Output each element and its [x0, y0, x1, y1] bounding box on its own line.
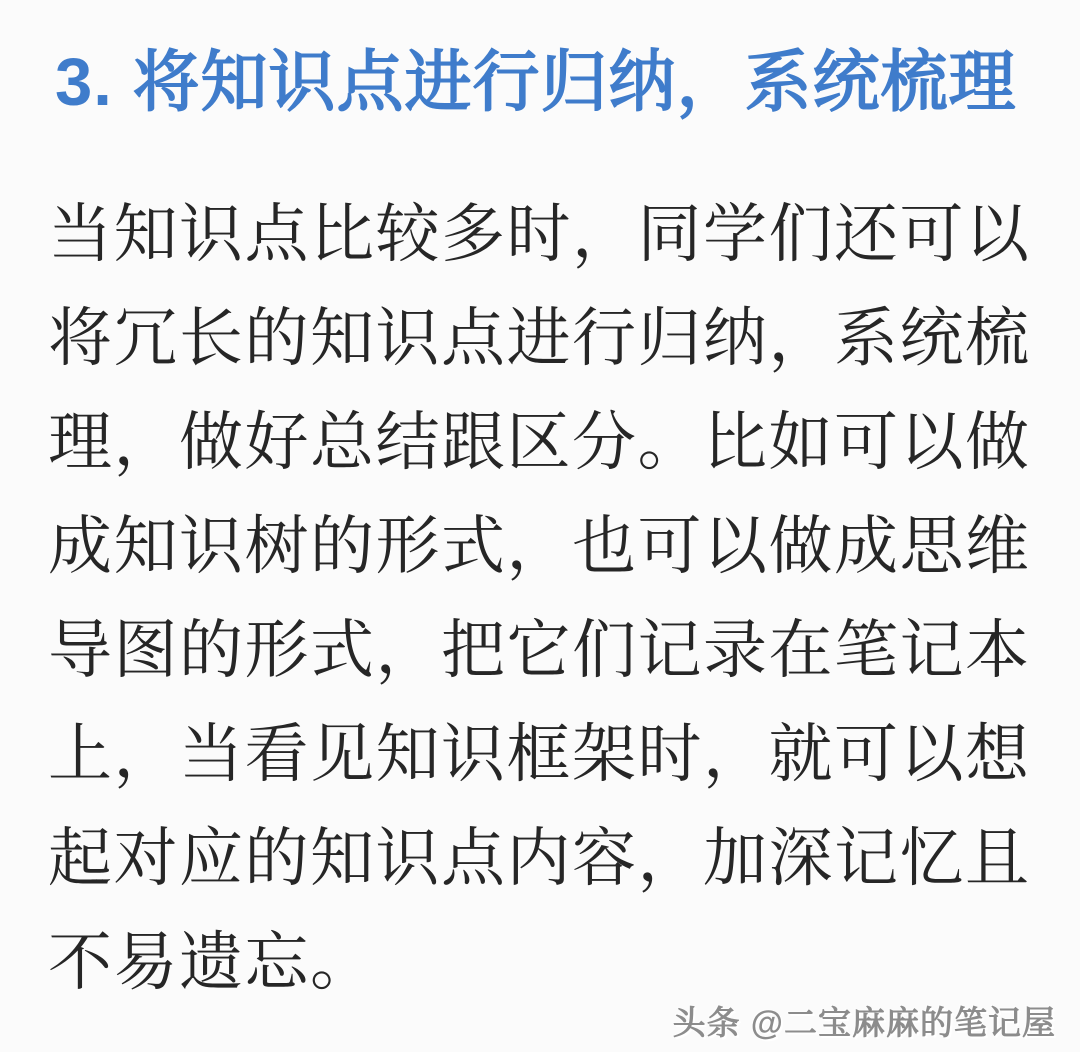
body-line: 理，做好总结跟区分。比如可以做: [48, 406, 1031, 478]
toutiao-watermark: 头条 @二宝麻麻的笔记屋: [672, 1004, 1056, 1041]
body-line: 不易遗忘。: [48, 926, 376, 998]
body-line: 起对应的知识点内容，加深记忆且: [48, 822, 1031, 894]
body-line: 当知识点比较多时，同学们还可以: [48, 198, 1031, 270]
body-line: 导图的形式，把它们记录在笔记本: [48, 614, 1031, 686]
body-line: 成知识树的形式，也可以做成思维: [48, 510, 1031, 582]
body-line: 将冗长的知识点进行归纳，系统梳: [48, 302, 1031, 374]
body-line: 上，当看见知识框架时，就可以想: [48, 718, 1031, 790]
article-body: [48, 182, 1040, 1014]
section-heading: 3. 将知识点进行归纳，系统梳理: [55, 45, 1017, 120]
